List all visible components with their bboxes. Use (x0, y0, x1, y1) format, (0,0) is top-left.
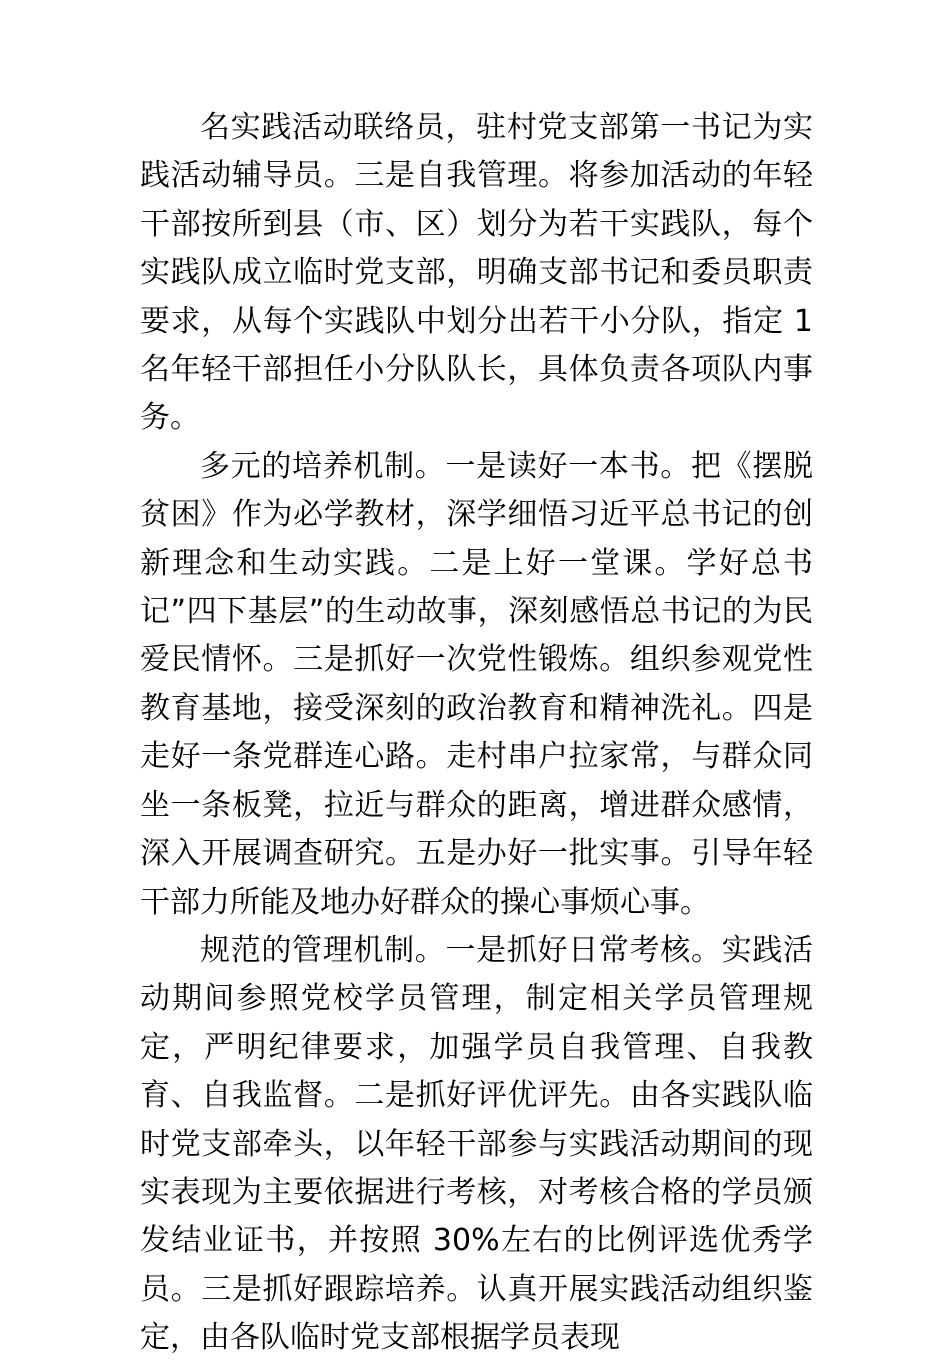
document-text-body (140, 104, 813, 1363)
paragraph-training-mechanism: 多元的培养机制。一是读好一本书。把《摆脱贫困》作为必学教材，深学细悟习近平总书记的创新理念和生动实践。二是上好一堂课。学好总书记”四下基层”的生动故事，深刻感悟总书记的为民爱民情怀。三是抓好一次党性锻炼。组织参观党性教育基地，接受深刻的政治教育和精神洗礼。四是走好一条党群连心路。走村串户拉家常，与群众同坐一条板凳，拉近与群众的距离，增进群众感情，深入开展调查研究。五是办好一批实事。引导年轻干部力所能及地办好群众的操心事烦心事。 (140, 448, 813, 920)
paragraph-self-management: 名实践活动联络员，驻村党支部第一书记为实践活动辅导员。三是自我管理。将参加活动的年轻干部按所到县（市、区）划分为若干实践队，每个实践队成立临时党支部，明确支部书记和委员职责要求，从每个实践队中划分出若干小分队，指定 1 名年轻干部担任小分队队长，具体负责各项队内事务。 (140, 110, 813, 436)
paragraph-management-mechanism: 规范的管理机制。一是抓好日常考核。实践活动期间参照党校学员管理，制定相关学员管理规定，严明纪律要求，加强学员自我管理、自我教育、自我监督。二是抓好评优评先。由各实践队临时党支部牵头，以年轻干部参与实践活动期间的现实表现为主要依据进行考核，对考核合格的学员颁发结业证书，并按照 30%左右的比例评选优秀学员。三是抓好跟踪培养。认真开展实践活动组织鉴定，由各队临时党支部根据学员表现 (140, 932, 813, 1356)
